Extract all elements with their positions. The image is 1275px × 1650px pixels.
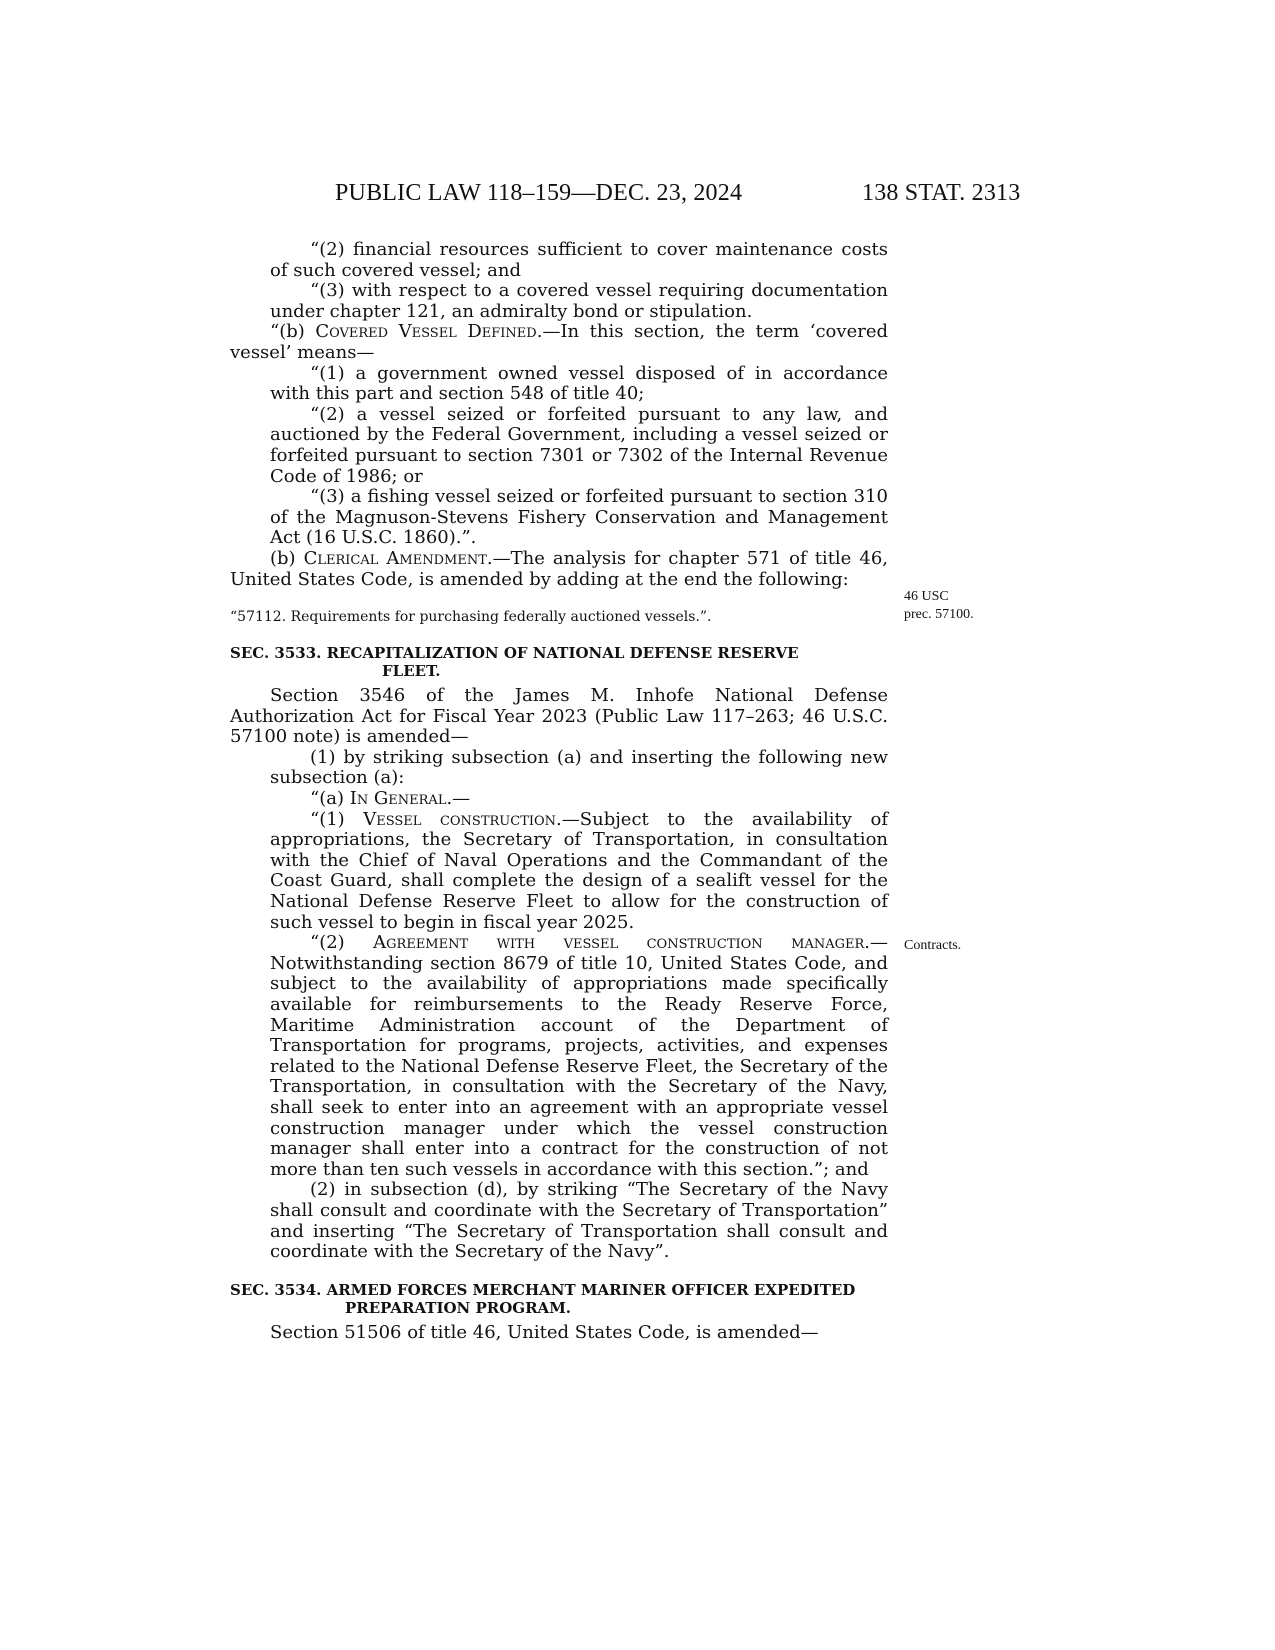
section-heading-3533: SEC. 3533. RECAPITALIZATION OF NATIONAL DEFENSE RESERVE FLEET.	[230, 644, 799, 681]
paragraph: “(2) financial resources sufficient to cover maintenance costs of such covered vessel; and	[270, 239, 888, 281]
stat-page-number: 138 STAT. 2313	[862, 180, 1021, 206]
subsection-b-paragraph: “(b) Covered Vessel Defined.—In this section, the term ‘covered vessel’ means—	[230, 321, 888, 363]
margin-note-usc: 46 USC prec. 57100.	[904, 589, 974, 622]
subsection-heading: Covered Vessel Defined	[315, 321, 537, 343]
table-of-sections-entry: “57112. Requirements for purchasing federally auctioned vessels.”.	[230, 609, 712, 626]
subsection-a-heading: “(a) In General.—	[310, 788, 471, 810]
paragraph: “(3) a fishing vessel seized or forfeited pursuant to section 310 of the Magnuson-Stevens Fishery Conservation and Management Act (16 U.S.C. 1860).”.	[270, 486, 888, 549]
paragraph: Section 51506 of title 46, United States Code, is amended—	[270, 1321, 819, 1343]
section-heading-3534: SEC. 3534. ARMED FORCES MERCHANT MARINER OFFICER EXPEDITED PREPARATION PROGRAM.	[230, 1280, 856, 1317]
paragraph: Section 3546 of the James M. Inhofe National Defense Authorization Act for Fiscal Year 2023 (Public Law 117–263; 46 U.S.C. 57100 note) is amended—	[230, 685, 888, 748]
paragraph: (2) in subsection (d), by striking “The Secretary of the Navy shall consult and coordinate with the Secretary of Transportation” and inserting “The Secretary of Transportation shall consult and coordinate with the Secretary of the Navy”.	[270, 1179, 888, 1263]
margin-note-contracts: Contracts.	[904, 938, 962, 953]
agreement-paragraph: “(2) Agreement with vessel construction manager.— Notwithstanding section 8679 of title 10, United States Code, and subject to the availability of appropriations made specifically available for reimbursements to the Ready Reserve Force, Maritime Administration account of the Department of Transportation for programs, projects, activities, and expenses related to the National Defense Reserve Fleet, the Secretary of the Transportation, in consultation with the Secretary of the Navy, shall seek to enter into an agreement with an appropriate vessel construction manager under which the vessel construction manager shall enter into a contract for the construction of not more than ten such vessels in accordance with this section.”; and	[270, 932, 888, 1180]
main-text-column	[230, 240, 888, 1343]
paragraph: “(3) with respect to a covered vessel requiring documentation under chapter 121, an admiralty bond or stipulation.	[270, 280, 888, 322]
running-header	[0, 180, 1275, 220]
public-law-title: PUBLIC LAW 118–159—DEC. 23, 2024	[335, 180, 743, 206]
paragraph: “(2) a vessel seized or forfeited pursuant to any law, and auctioned by the Federal Government, including a vessel seized or forfeited pursuant to section 7301 or 7302 of the Internal Revenue Code of 1986; or	[270, 403, 888, 487]
vessel-construction-paragraph: “(1) Vessel construction.—Subject to the availability of appropriations, the Secretary of Transportation, in consultation with the Chief of Naval Operations and the Commandant of the Coast Guard, shall complete the design of a sealift vessel for the National Defense Reserve Fleet to allow for the construction of such vessel to begin in fiscal year 2025.	[270, 808, 888, 933]
subsection-heading: Clerical Amendment	[303, 547, 487, 569]
paragraph: “(1) a government owned vessel disposed of in accordance with this part and section 548 of title 40;	[270, 362, 888, 405]
clerical-amendment-paragraph: (b) Clerical Amendment.—The analysis for chapter 571 of title 46, United States Code, is amended by adding at the end the following:	[230, 547, 888, 590]
paragraph: (1) by striking subsection (a) and inserting the following new subsection (a):	[270, 746, 888, 789]
